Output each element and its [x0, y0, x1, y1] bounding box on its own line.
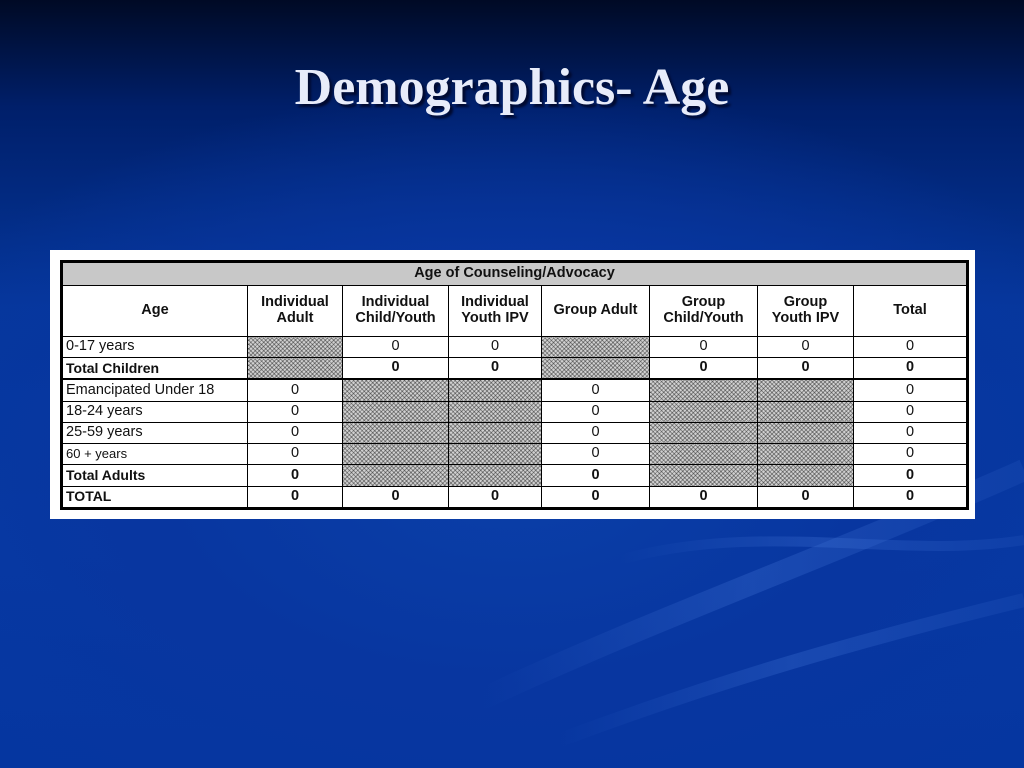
- column-header: Age: [62, 286, 248, 337]
- shaded-cell: [449, 465, 542, 486]
- table-row: [62, 486, 968, 508]
- shaded-cell: [449, 401, 542, 422]
- table-cell: 0: [854, 379, 968, 401]
- table-cell: 0: [650, 358, 758, 380]
- column-header: Group Child/Youth: [650, 286, 758, 337]
- table-cell: 0: [758, 486, 854, 508]
- table-row: [62, 337, 968, 358]
- column-header: Group Adult: [542, 286, 650, 337]
- shaded-cell: [343, 422, 449, 443]
- row-label: TOTAL: [62, 486, 248, 508]
- row-label: 18-24 years: [62, 401, 248, 422]
- row-label: 0-17 years: [62, 337, 248, 358]
- table-cell: 0: [248, 401, 343, 422]
- table-cell: 0: [650, 337, 758, 358]
- table-cell: 0: [343, 358, 449, 380]
- shaded-cell: [343, 379, 449, 401]
- shaded-cell: [449, 379, 542, 401]
- table-cell: 0: [542, 444, 650, 465]
- table-header-row: [62, 286, 968, 337]
- table-cell: 0: [542, 486, 650, 508]
- table-cell: 0: [758, 337, 854, 358]
- shaded-cell: [542, 358, 650, 380]
- column-header: Individual Child/Youth: [343, 286, 449, 337]
- column-header: Total: [854, 286, 968, 337]
- table-row: [62, 401, 968, 422]
- shaded-cell: [758, 401, 854, 422]
- table-cell: 0: [542, 401, 650, 422]
- table-cell: 0: [248, 379, 343, 401]
- row-label: 60 + years: [62, 444, 248, 465]
- table-cell: 0: [854, 422, 968, 443]
- shaded-cell: [343, 444, 449, 465]
- table-row: [62, 465, 968, 486]
- shaded-cell: [758, 379, 854, 401]
- table-row: [62, 379, 968, 401]
- table-row: [62, 422, 968, 443]
- table-cell: 0: [449, 337, 542, 358]
- table-cell: 0: [248, 465, 343, 486]
- table-cell: 0: [854, 486, 968, 508]
- table-cell: 0: [343, 486, 449, 508]
- row-label: Total Children: [62, 358, 248, 380]
- table-cell: 0: [542, 422, 650, 443]
- column-header: Group Youth IPV: [758, 286, 854, 337]
- table-cell: 0: [854, 465, 968, 486]
- column-header: Individual Youth IPV: [449, 286, 542, 337]
- shaded-cell: [248, 337, 343, 358]
- shaded-cell: [343, 401, 449, 422]
- table-caption: Age of Counseling/Advocacy: [62, 262, 968, 286]
- shaded-cell: [248, 358, 343, 380]
- table-cell: 0: [343, 337, 449, 358]
- shaded-cell: [650, 401, 758, 422]
- table-cell: 0: [854, 358, 968, 380]
- shaded-cell: [650, 422, 758, 443]
- table-cell: 0: [542, 379, 650, 401]
- table-cell: 0: [854, 337, 968, 358]
- table-cell: 0: [758, 358, 854, 380]
- shaded-cell: [650, 379, 758, 401]
- table-cell: 0: [248, 444, 343, 465]
- shaded-cell: [758, 444, 854, 465]
- table-row: [62, 358, 968, 380]
- table-cell: 0: [449, 486, 542, 508]
- row-label: 25-59 years: [62, 422, 248, 443]
- table-cell: 0: [248, 486, 343, 508]
- shaded-cell: [449, 422, 542, 443]
- shaded-cell: [650, 444, 758, 465]
- shaded-cell: [758, 465, 854, 486]
- table-cell: 0: [854, 401, 968, 422]
- row-label: Total Adults: [62, 465, 248, 486]
- shaded-cell: [758, 422, 854, 443]
- table-frame: [50, 250, 975, 519]
- table-cell: 0: [650, 486, 758, 508]
- table-cell: 0: [854, 444, 968, 465]
- shaded-cell: [650, 465, 758, 486]
- shaded-cell: [449, 444, 542, 465]
- shaded-cell: [542, 337, 650, 358]
- table-cell: 0: [449, 358, 542, 380]
- table-row: [62, 444, 968, 465]
- age-table: [60, 260, 969, 510]
- slide-title: Demographics- Age: [294, 59, 730, 116]
- table-cell: 0: [248, 422, 343, 443]
- shaded-cell: [343, 465, 449, 486]
- row-label: Emancipated Under 18: [62, 379, 248, 401]
- table-cell: 0: [542, 465, 650, 486]
- table-body: [62, 337, 968, 509]
- column-header: Individual Adult: [248, 286, 343, 337]
